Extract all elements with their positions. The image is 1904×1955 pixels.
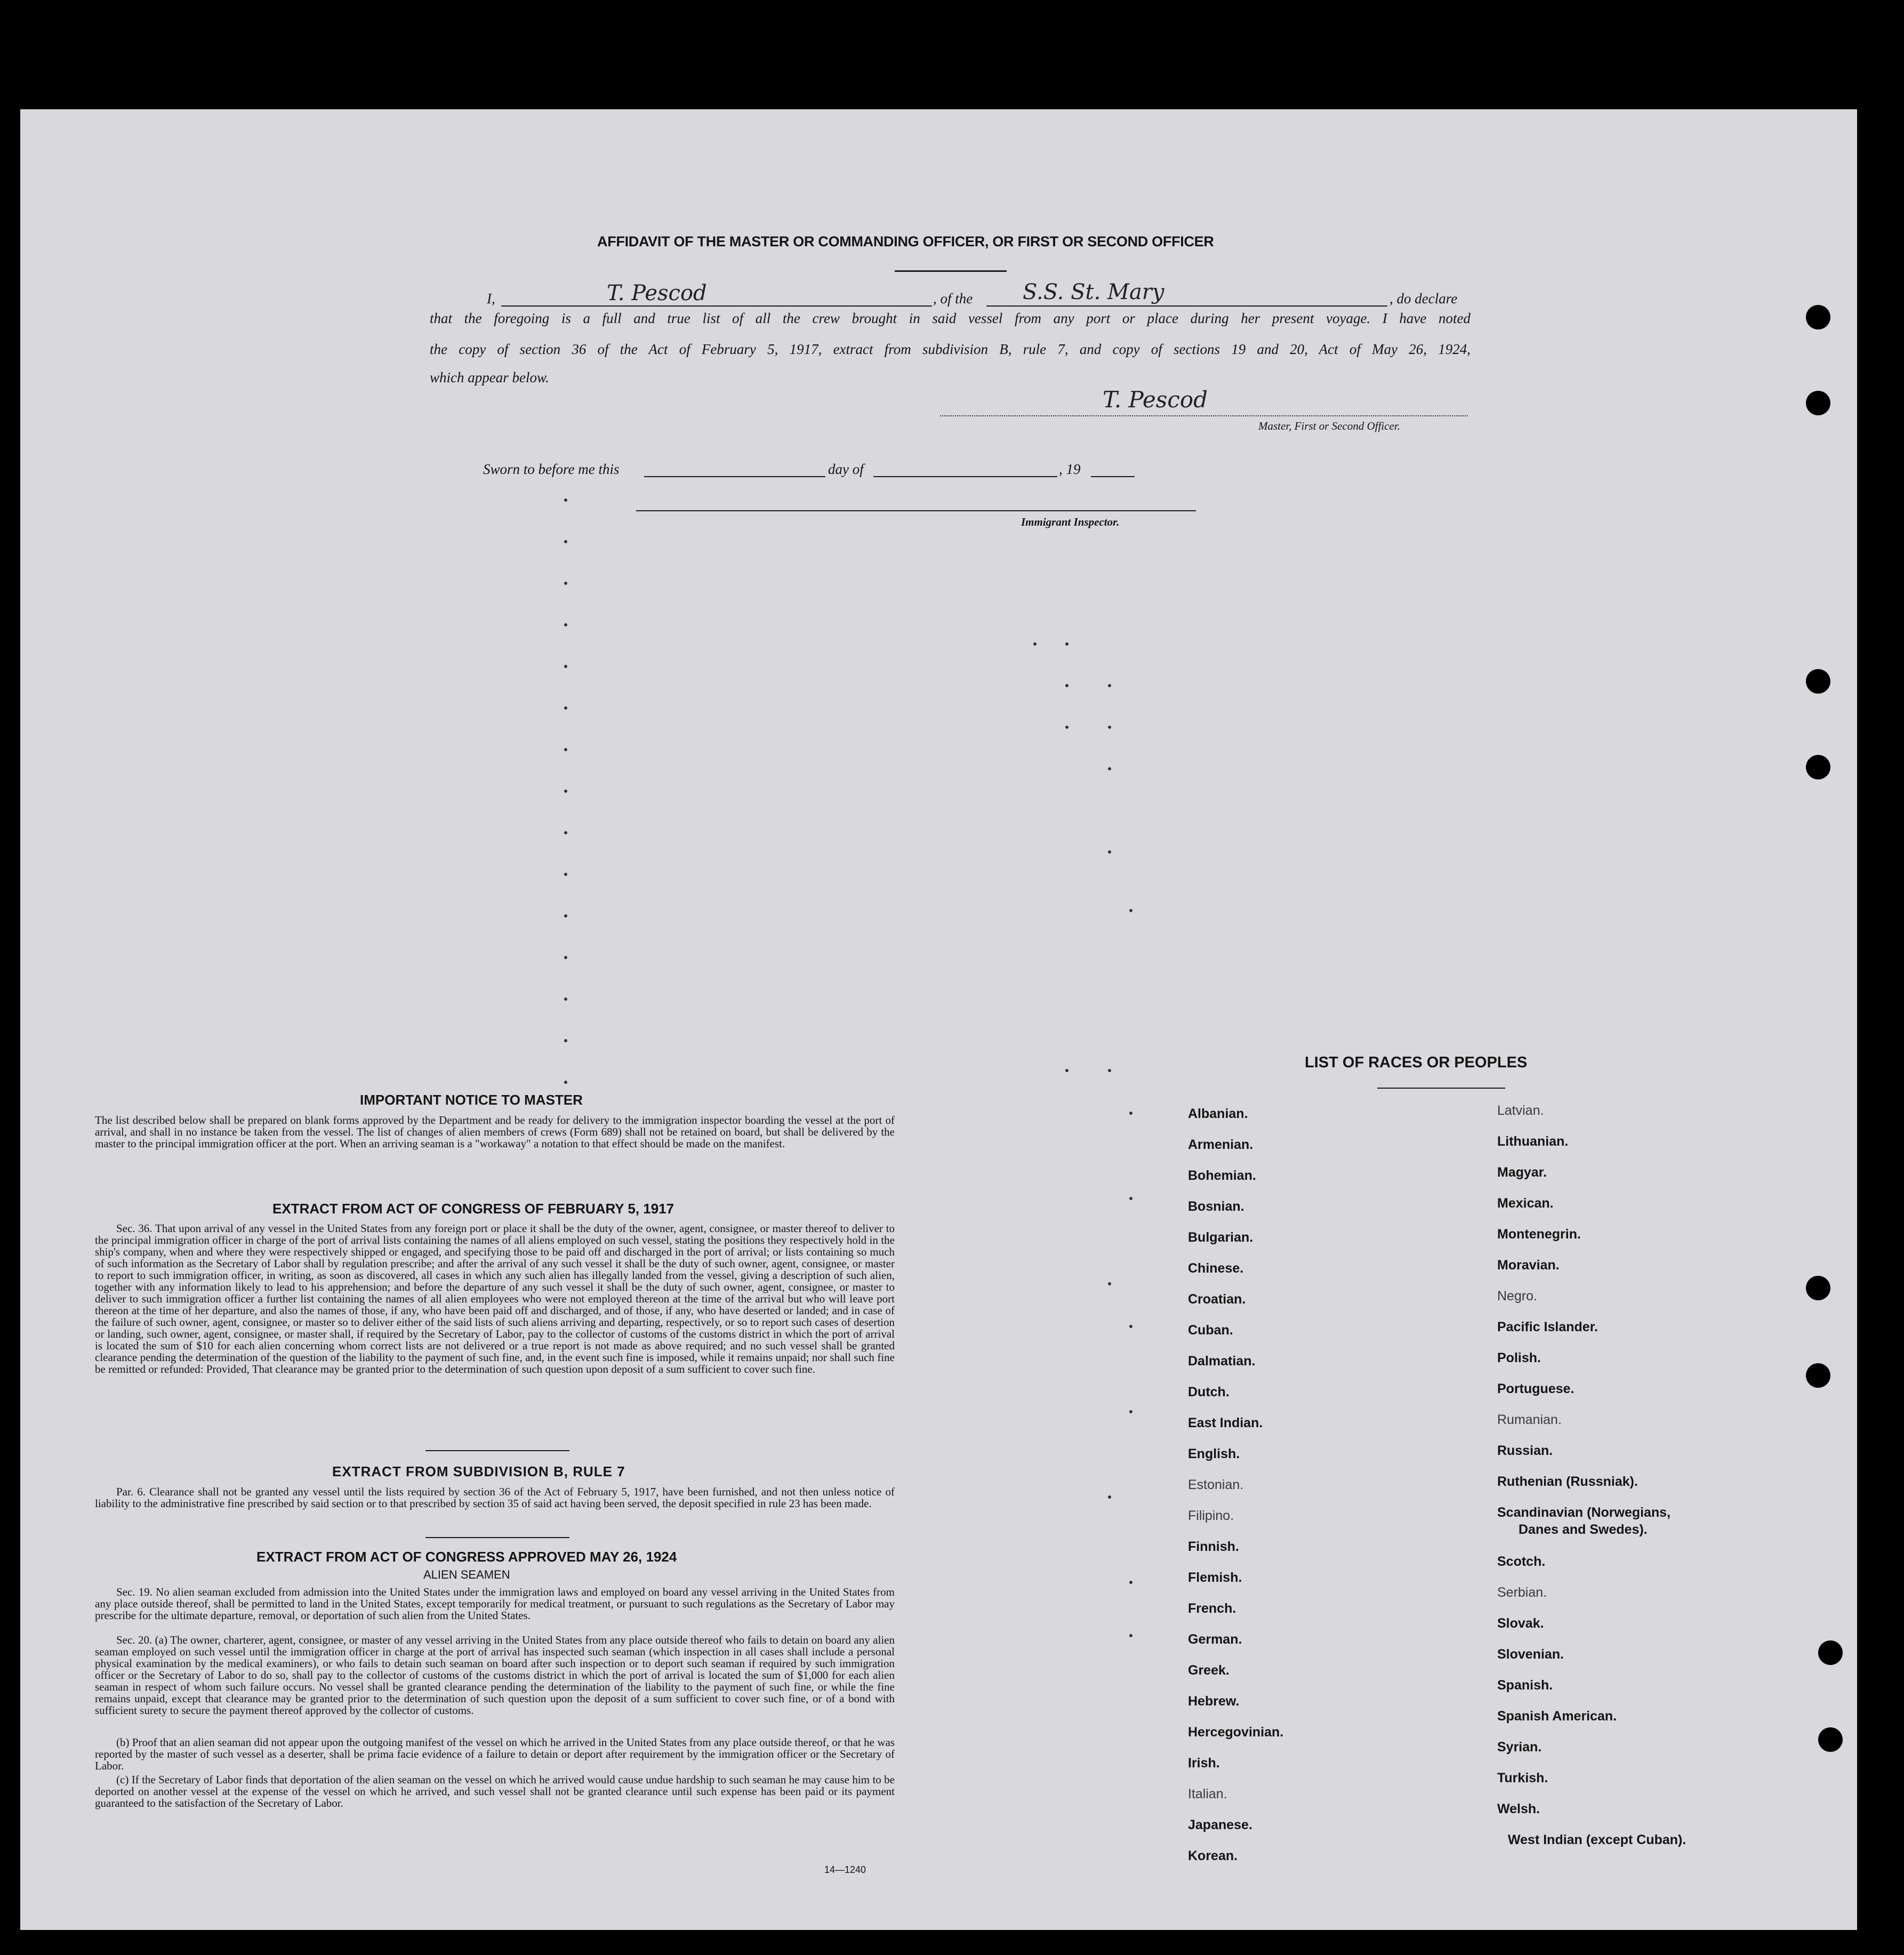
- race-item: Bosnian.: [1188, 1199, 1244, 1214]
- of-the-label: , of the: [933, 291, 973, 307]
- mark: [564, 914, 567, 918]
- mark: [1108, 850, 1111, 854]
- notice-body: The list described below shall be prepared on blank forms approved by the Department and be ready for delivery to the immigration inspector boarding the vessel at the port of arrival, and shall in no instance be taken from the vessel. The list of changes of alien members of crews (Form 689) shall not be retained on board, but shall be delivered by the master to the principal immigration officer at the port. When an arriving seaman is a "workaway" a notation to that effect should be made on the manifest.: [95, 1114, 895, 1150]
- race-item: Hebrew.: [1188, 1694, 1240, 1709]
- mark: [564, 956, 567, 959]
- extract-1917-body: Sec. 36. That upon arrival of any vessel in the United States from any foreign port or place it shall be the duty of the owner, agent, consignee, or master thereof to deliver to the principal immigration officer in charge of the port of arrival lists containing the names of all aliens employed on such vessel, stating the positions they respectively hold in the ship's company, when and where they were respectively shipped or engaged, and specifying those to be paid off and discharged in the port of arrival; or lists containing so much of such information as the Secretary of Labor shall by regulation prescribe; and after the arrival of any such vessel it shall be the duty of such owner, agent, consignee, or master to report to such immigration officer, in writing, as soon as discovered, all cases in which any such alien has illegally landed from the vessel, giving a description of such alien, together with any information likely to lead to his apprehension; and before the departure of any such vessel it shall be the duty of such owner, agent, consignee, or master to deliver to such immigration officer a further list containing the names of all alien employees who were not employed thereon at the time of the arrival but who will leave port thereon at the time of her departure, and also the names of those, if any, who have been paid off and discharged, and of those, if any, who have deserted or landed; and in case of the failure of such owner, agent, consignee, or master so to deliver either of the said lists of such aliens arriving and departing, respectively, or so to report such cases of desertion or landing, such owner, agent, consignee, or master shall, if required by the Secretary of Labor, pay to the collector of customs of the customs district in which the port of arrival is located the sum of $10 for each alien concerning whom correct lists are not delivered or a true report is not made as above required; and no such vessel shall be granted clearance pending the determination of the question of the liability to the payment of such fine, and, in the event such fine is imposed, while it remains unpaid; nor shall such fine be remitted or refunded: Provided, That clearance may be granted prior to the determination of such question upon deposit of a sum sufficient to cover such fine.: [95, 1222, 895, 1375]
- mark: [564, 665, 567, 668]
- mark: [1108, 1069, 1111, 1072]
- race-item: East Indian.: [1188, 1415, 1263, 1430]
- race-item: Scotch.: [1497, 1554, 1546, 1569]
- binder-hole: [1806, 1363, 1830, 1388]
- race-item: Albanian.: [1188, 1106, 1248, 1121]
- race-item: Dalmatian.: [1188, 1354, 1256, 1369]
- notice-title: IMPORTANT NOTICE TO MASTER: [360, 1092, 583, 1108]
- race-item: Portuguese.: [1497, 1381, 1574, 1396]
- race-item: English.: [1188, 1446, 1240, 1461]
- race-item: Montenegrin.: [1497, 1227, 1581, 1242]
- sworn-year-line: [1091, 476, 1135, 477]
- vessel-name-handwritten: S.S. St. Mary: [1023, 280, 1164, 304]
- mark: [1129, 1410, 1132, 1413]
- mark: [564, 706, 567, 710]
- race-item: Chinese.: [1188, 1261, 1244, 1276]
- document-sheet: [20, 109, 1857, 1930]
- race-item: Spanish.: [1497, 1678, 1553, 1693]
- race-item: Slovenian.: [1497, 1647, 1564, 1662]
- affidavit-title: AFFIDAVIT OF THE MASTER OR COMMANDING OFFICER, OR FIRST OR SECOND OFFICER: [597, 234, 1214, 250]
- race-item: Ruthenian (Russniak).: [1497, 1474, 1638, 1489]
- race-item: Scandinavian (Norwegians,: [1497, 1505, 1671, 1520]
- race-item: West Indian (except Cuban).: [1508, 1832, 1686, 1847]
- signature-handwritten: T. Pescod: [1103, 387, 1208, 413]
- race-item: Polish.: [1497, 1350, 1541, 1365]
- binder-hole: [1818, 1640, 1843, 1665]
- inspector-caption: Immigrant Inspector.: [1021, 516, 1120, 528]
- sworn-month-line: [873, 476, 1057, 477]
- race-item: German.: [1188, 1632, 1242, 1647]
- title-underline: [895, 270, 1007, 272]
- do-declare-label: , do declare: [1389, 291, 1458, 307]
- master-name-handwritten: T. Pescod: [607, 281, 707, 305]
- mark: [564, 831, 567, 834]
- race-item: Rumanian.: [1497, 1412, 1562, 1427]
- mark: [1129, 909, 1132, 912]
- race-item: Russian.: [1497, 1443, 1553, 1458]
- race-item: Finnish.: [1188, 1539, 1239, 1554]
- mark: [1129, 1197, 1132, 1200]
- mark: [1108, 767, 1111, 770]
- mark: [1065, 726, 1069, 729]
- subdivision-title: EXTRACT FROM SUBDIVISION B, RULE 7: [332, 1463, 625, 1479]
- race-item: Cuban.: [1188, 1323, 1233, 1338]
- race-item: Japanese.: [1188, 1817, 1252, 1832]
- race-item: Spanish American.: [1497, 1709, 1617, 1724]
- affidavit-line-2: the copy of section 36 of the Act of February 5, 1917, extract from subdivision B, rule 7, and copy of sections 19 and 20, Act of May 26, 1924,: [430, 341, 1471, 357]
- race-item: Slovak.: [1497, 1616, 1544, 1631]
- race-item: Moravian.: [1497, 1258, 1560, 1273]
- mark: [1129, 1112, 1132, 1115]
- race-item: Filipino.: [1188, 1508, 1234, 1523]
- mark: [1108, 1282, 1111, 1285]
- race-item: Danes and Swedes).: [1519, 1522, 1648, 1537]
- mark: [564, 997, 567, 1001]
- race-item: Irish.: [1188, 1756, 1220, 1771]
- sec20a-body: Sec. 20. (a) The owner, charterer, agent, consignee, or master of any vessel arriving in the United States from any place outside thereof who fails to detain on board any alien seaman employed on such vessel until the immigration officer in charge at the port of arrival has inspected such seaman (which inspection in all cases shall include a personal physical examination by the medical examiners), or who fails to detain such seaman on board after such inspection or to deport such seaman if required by such immigration officer or the Secretary of Labor to do so, shall pay to the collector of customs of the customs district in which the port of arrival is located the sum of $1,000 for each alien seaman in respect of whom such failure occurs. No vessel shall be granted clearance pending the determination of the liability to the payment of such fine, or while the fine remains unpaid, except that clearance may be granted prior to the determination of such question upon the deposit of a sum sufficient to cover such fine, or of a bond with sufficient surety to secure the payment thereof approved by the collector of customs.: [95, 1634, 895, 1717]
- race-item: Greek.: [1188, 1663, 1230, 1678]
- race-item: Korean.: [1188, 1848, 1238, 1863]
- mark: [1108, 684, 1111, 687]
- race-item: French.: [1188, 1601, 1236, 1616]
- binder-hole: [1818, 1727, 1843, 1752]
- mark: [564, 790, 567, 793]
- signature-caption: Master, First or Second Officer.: [1258, 420, 1400, 432]
- mark: [1108, 1495, 1111, 1499]
- mark: [564, 748, 567, 751]
- race-item: Bulgarian.: [1188, 1230, 1254, 1245]
- race-item: Turkish.: [1497, 1771, 1548, 1785]
- year-label: , 19: [1059, 461, 1081, 477]
- extract-1924-title: EXTRACT FROM ACT OF CONGRESS APPROVED MAY 26, 1924: [256, 1549, 677, 1565]
- mark: [1065, 684, 1069, 687]
- subdivision-body: Par. 6. Clearance shall not be granted any vessel until the lists required by section 36 of the Act of February 5, 1917, have been furnished, and not then unless notice of liability to the administrative fine prescribed by said section or to that prescribed by section 35 of said act having been served, the deposit specified in rule 23 has been made.: [95, 1485, 895, 1510]
- day-of-label: day of: [828, 461, 864, 477]
- vessel-line: [986, 305, 1387, 307]
- affidavit-line-3: which appear below.: [430, 369, 549, 385]
- race-item: Welsh.: [1497, 1801, 1540, 1816]
- race-item: Estonian.: [1188, 1477, 1244, 1492]
- signature-line: [940, 415, 1468, 416]
- races-title-underline: [1377, 1088, 1505, 1089]
- race-item: Negro.: [1497, 1289, 1538, 1304]
- race-item: Pacific Islander.: [1497, 1320, 1598, 1334]
- mark: [564, 540, 567, 543]
- race-item: Hercegovinian.: [1188, 1725, 1284, 1740]
- race-item: Lithuanian.: [1497, 1134, 1569, 1149]
- race-item: Armenian.: [1188, 1137, 1254, 1152]
- races-title: LIST OF RACES OR PEOPLES: [1305, 1054, 1528, 1071]
- race-item: Bohemian.: [1188, 1168, 1256, 1183]
- i-label: I,: [487, 291, 495, 307]
- binder-hole: [1806, 305, 1830, 329]
- race-item: Serbian.: [1497, 1585, 1547, 1600]
- mark: [564, 623, 567, 626]
- sec19-body: Sec. 19. No alien seaman excluded from admission into the United States under the immigration laws and employed on board any vessel arriving in the United States from any place outside thereof, shall be permitted to land in the United States, except temporarily for medical treatment, or pursuant to such regulations as the Secretary of Labor may prescribe for the ultimate departure, removal, or deportation of such alien from the United States.: [95, 1586, 895, 1622]
- binder-hole: [1806, 1276, 1830, 1300]
- mark: [564, 582, 567, 585]
- mark: [1129, 1581, 1132, 1584]
- mark: [564, 498, 567, 502]
- race-item: Flemish.: [1188, 1570, 1242, 1585]
- race-item: Mexican.: [1497, 1196, 1554, 1211]
- form-number: 14—1240: [824, 1864, 866, 1875]
- mark: [564, 1081, 567, 1084]
- mark: [564, 873, 567, 876]
- sworn-label: Sworn to before me this: [483, 461, 620, 477]
- mark: [1065, 1069, 1069, 1072]
- mark: [564, 1039, 567, 1042]
- mark: [1108, 726, 1111, 729]
- race-item: Latvian.: [1497, 1103, 1544, 1118]
- binder-hole: [1806, 391, 1830, 415]
- mark: [1129, 1325, 1132, 1328]
- race-item: Croatian.: [1188, 1292, 1246, 1307]
- mark: [1065, 642, 1069, 646]
- sworn-day-line: [644, 476, 825, 477]
- extract-1924-subtitle: ALIEN SEAMEN: [423, 1568, 510, 1581]
- race-item: Syrian.: [1497, 1740, 1542, 1755]
- race-item: Magyar.: [1497, 1165, 1547, 1180]
- mark: [1129, 1634, 1132, 1637]
- name-line: [501, 305, 932, 307]
- sec20c-body: (c) If the Secretary of Labor finds that deportation of the alien seaman on the vessel on which he arrived would cause undue hardship to such seaman he may cause him to be deported on another vessel at the expense of the vessel on which he arrived, and such vessel shall not be granted clearance until such expense has been paid or its payment guaranteed to the satisfaction of the Secretary of Labor.: [95, 1773, 895, 1809]
- divider-1: [425, 1450, 569, 1451]
- binder-hole: [1806, 669, 1830, 694]
- divider-2: [425, 1537, 569, 1538]
- race-item: Italian.: [1188, 1787, 1227, 1801]
- race-item: Dutch.: [1188, 1385, 1230, 1399]
- inspector-line: [636, 510, 1196, 511]
- sec20b-body: (b) Proof that an alien seaman did not appear upon the outgoing manifest of the vessel on which he arrived in the United States from any place outside thereof, or that he was reported by the master of such vessel as a deserter, shall be prima facie evidence of a failure to detain or deport after requirement by the immigration officer or the Secretary of Labor.: [95, 1736, 895, 1772]
- affidavit-line-1: that the foregoing is a full and true list of all the crew brought in said vessel from any port or place during her present voyage. I have noted: [430, 310, 1471, 326]
- binder-hole: [1806, 755, 1830, 779]
- extract-1917-title: EXTRACT FROM ACT OF CONGRESS OF FEBRUARY 5, 1917: [272, 1201, 674, 1217]
- mark: [1033, 642, 1037, 646]
